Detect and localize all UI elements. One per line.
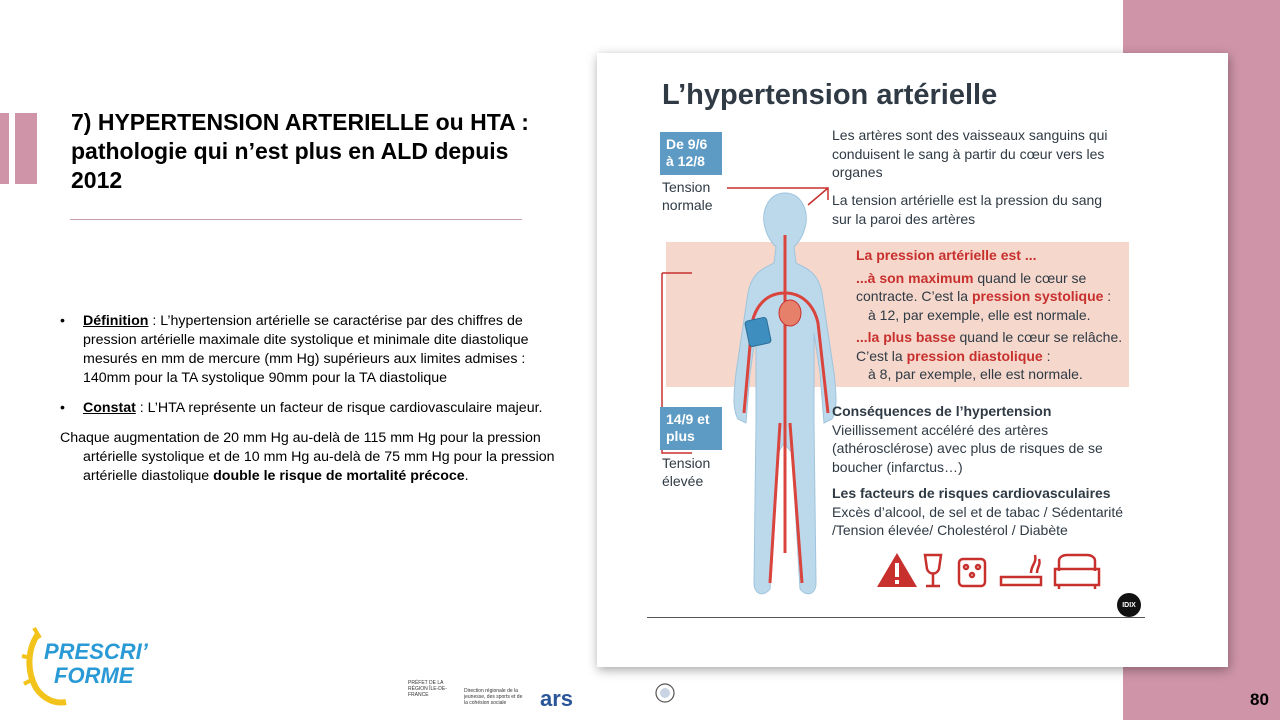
ars-logo: ars xyxy=(540,686,574,711)
pressure-definition-text: La tension artérielle est la pression du sang sur la paroi des artères xyxy=(832,192,1103,227)
min-example: à 8, par exemple, elle est normale. xyxy=(868,366,1083,382)
bullet-text: L’hypertension artérielle se caractérise par des chiffres de pression artérielle maximale dite systolique et minimale dite diastolique mesurés en mm de mercure (mm Hg) supérieurs aux limites admises : 140mm pour la TA systolique 90mm pour la TA diastolique xyxy=(83,313,529,386)
infographic-bottom-rule xyxy=(647,617,1145,618)
normal-range-box: De 9/6 à 12/8 xyxy=(660,132,722,175)
bullet-text: L’HTA représente un facteur de risque cardiovasculaire majeur. xyxy=(147,400,543,416)
bullet-separator: : xyxy=(135,400,148,416)
paragraph-end: . xyxy=(464,468,469,484)
risk-paragraph xyxy=(60,429,560,486)
bullet-dot: • xyxy=(60,400,65,416)
idix-credit-logo: IDIX xyxy=(1117,593,1141,617)
max-lead: ...à son maximum xyxy=(856,269,974,286)
cigarette-icon xyxy=(1001,555,1041,585)
risk-heading: Les facteurs de risques cardiovasculaires xyxy=(832,485,1111,501)
title-accent-bar-wide xyxy=(15,113,37,184)
paragraph-bold: double le risque de mortalité précoce xyxy=(213,468,465,484)
risk-text: Excès d’alcool, de sel et de tabac / Sédentarité /Tension élevée/ Cholestérol / Diabète xyxy=(832,503,1124,538)
slide-body xyxy=(60,312,560,486)
consequences-text: Vieillissement accéléré des artères (athérosclérose) avec plus de risques de se boucher (infarctus…) xyxy=(832,421,1103,475)
armchair-icon xyxy=(1055,555,1099,589)
salt-icon xyxy=(959,559,985,586)
diastolic-text xyxy=(856,328,1131,384)
risk-factors-block xyxy=(832,484,1132,540)
logo-line2: FORME xyxy=(54,663,134,688)
prescriforme-logo-text xyxy=(44,640,148,688)
prefet-text: PRÉFET DE LA RÉGION ÎLE-DE-FRANCE xyxy=(408,680,447,698)
min-text1: quand le cœur se relâche. C’est la xyxy=(856,329,1123,364)
min-text2: : xyxy=(1042,347,1051,364)
bullet-dot: • xyxy=(60,313,65,329)
wine-glass-icon xyxy=(925,555,941,586)
normal-tension-label: Tension normale xyxy=(662,179,713,213)
warning-icon xyxy=(877,553,917,587)
hypertension-infographic xyxy=(597,53,1228,667)
systolic-text xyxy=(856,269,1131,325)
heart-shape xyxy=(779,300,801,326)
arteries-text: Les artères sont des vaisseaux sanguins qui conduisent le sang à partir du cœur vers les organes xyxy=(832,127,1108,180)
bullet-constat xyxy=(60,399,560,418)
bullet-label: Constat xyxy=(83,400,136,416)
blood-pressure-cuff xyxy=(745,317,772,347)
title-accent-bar xyxy=(0,113,9,184)
consequences-block xyxy=(832,402,1122,476)
risk-icons-row xyxy=(875,549,1105,591)
slide-title: 7) HYPERTENSION ARTERIELLE ou HTA : pathologie qui n’est plus en ALD depuis 2012 xyxy=(71,109,529,193)
drjscs-logo xyxy=(464,688,524,706)
high-range-box: 14/9 et plus xyxy=(660,407,722,450)
high-tension-label: Tension élevée xyxy=(662,455,711,489)
max-example: à 12, par exemple, elle est normale. xyxy=(868,306,1091,323)
title-divider xyxy=(70,219,522,220)
pressure-heading: La pression artérielle est ... xyxy=(856,247,1037,263)
min-bold: pression diastolique xyxy=(906,347,1043,364)
infographic-title: L’hypertension artérielle xyxy=(662,79,998,111)
bullet-definition xyxy=(60,312,560,388)
bullet-label: Définition xyxy=(83,313,149,329)
bullet-separator: : xyxy=(148,313,161,329)
max-bold: pression systolique xyxy=(971,288,1104,304)
page-number: 80 xyxy=(1250,690,1269,709)
pressure-explanation xyxy=(856,246,1131,388)
paragraph-text: Chaque augmentation de 20 mm Hg au-delà de 115 mm Hg pour la pression artérielle systolique et de 10 mm Hg au-delà de 75 mm Hg pour la pression artérielle diastolique xyxy=(60,430,555,484)
min-lead: ...la plus basse xyxy=(856,329,956,345)
partner-seal-logo xyxy=(652,682,678,708)
consequences-heading: Conséquences de l’hypertension xyxy=(832,403,1052,419)
max-text1: quand le cœur se contracte. C’est la xyxy=(856,269,1087,304)
drjscs-text: Direction régionale de la jeunesse, des sports et de la cohésion sociale xyxy=(464,688,523,706)
logo-line1: PRESCRI’ xyxy=(44,639,148,664)
prefet-logo xyxy=(408,680,458,698)
max-text2: : xyxy=(1103,288,1112,304)
